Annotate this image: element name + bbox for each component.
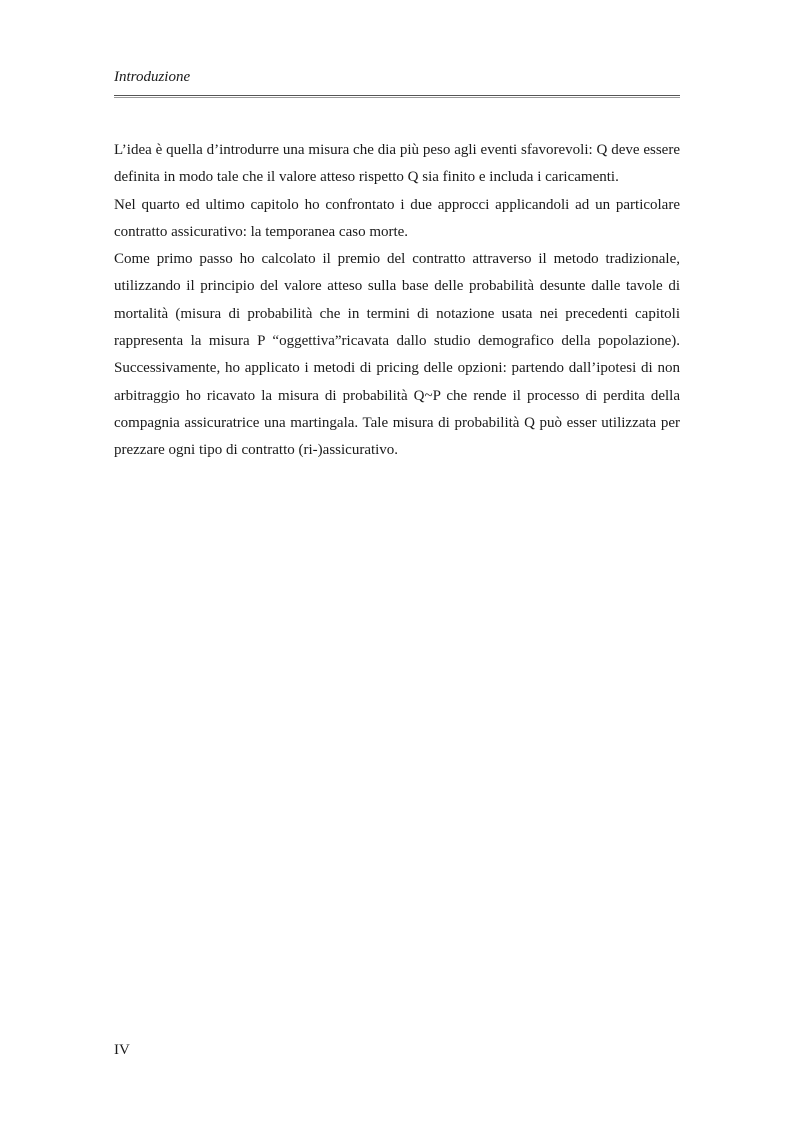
header-title: Introduzione bbox=[114, 69, 191, 85]
running-header bbox=[114, 66, 680, 88]
paragraph-1: L’idea è quella d’introdurre una misura che dia più peso agli eventi sfavorevoli: Q deve essere definita in modo tale che il valore atteso rispetto Q sia finito e includa i caricamenti. bbox=[114, 142, 680, 186]
paragraph-3: Come primo passo ho calcolato il premio del contratto attraverso il metodo tradizionale, utilizzando il principio del valore atteso sulla base delle probabilità desunte dalle tavole di mortalità (misura di probabilità che in termini di notazione usata nei precedenti capitoli rappresenta la misura P “oggettiva”ricavata dallo studio demografico della popolazione). Successivamente, ho applicato i metodi di pricing delle opzioni: partendo dall’ipotesi di non arbitraggio ho ricavato la misura di probabilità Q~P che rende il processo di perdita della compagnia assicuratrice una martingala. Tale misura di probabilità Q può esser utilizzata per prezzare ogni tipo di contratto (ri-)assicurativo. bbox=[114, 251, 680, 459]
paragraph-2: Nel quarto ed ultimo capitolo ho confrontato i due approcci applicandoli ad un particolare contratto assicurativo: la temporanea caso morte. bbox=[114, 196, 680, 240]
page-number: IV bbox=[114, 1042, 130, 1058]
body-text bbox=[114, 137, 680, 465]
header-rule bbox=[114, 95, 680, 98]
